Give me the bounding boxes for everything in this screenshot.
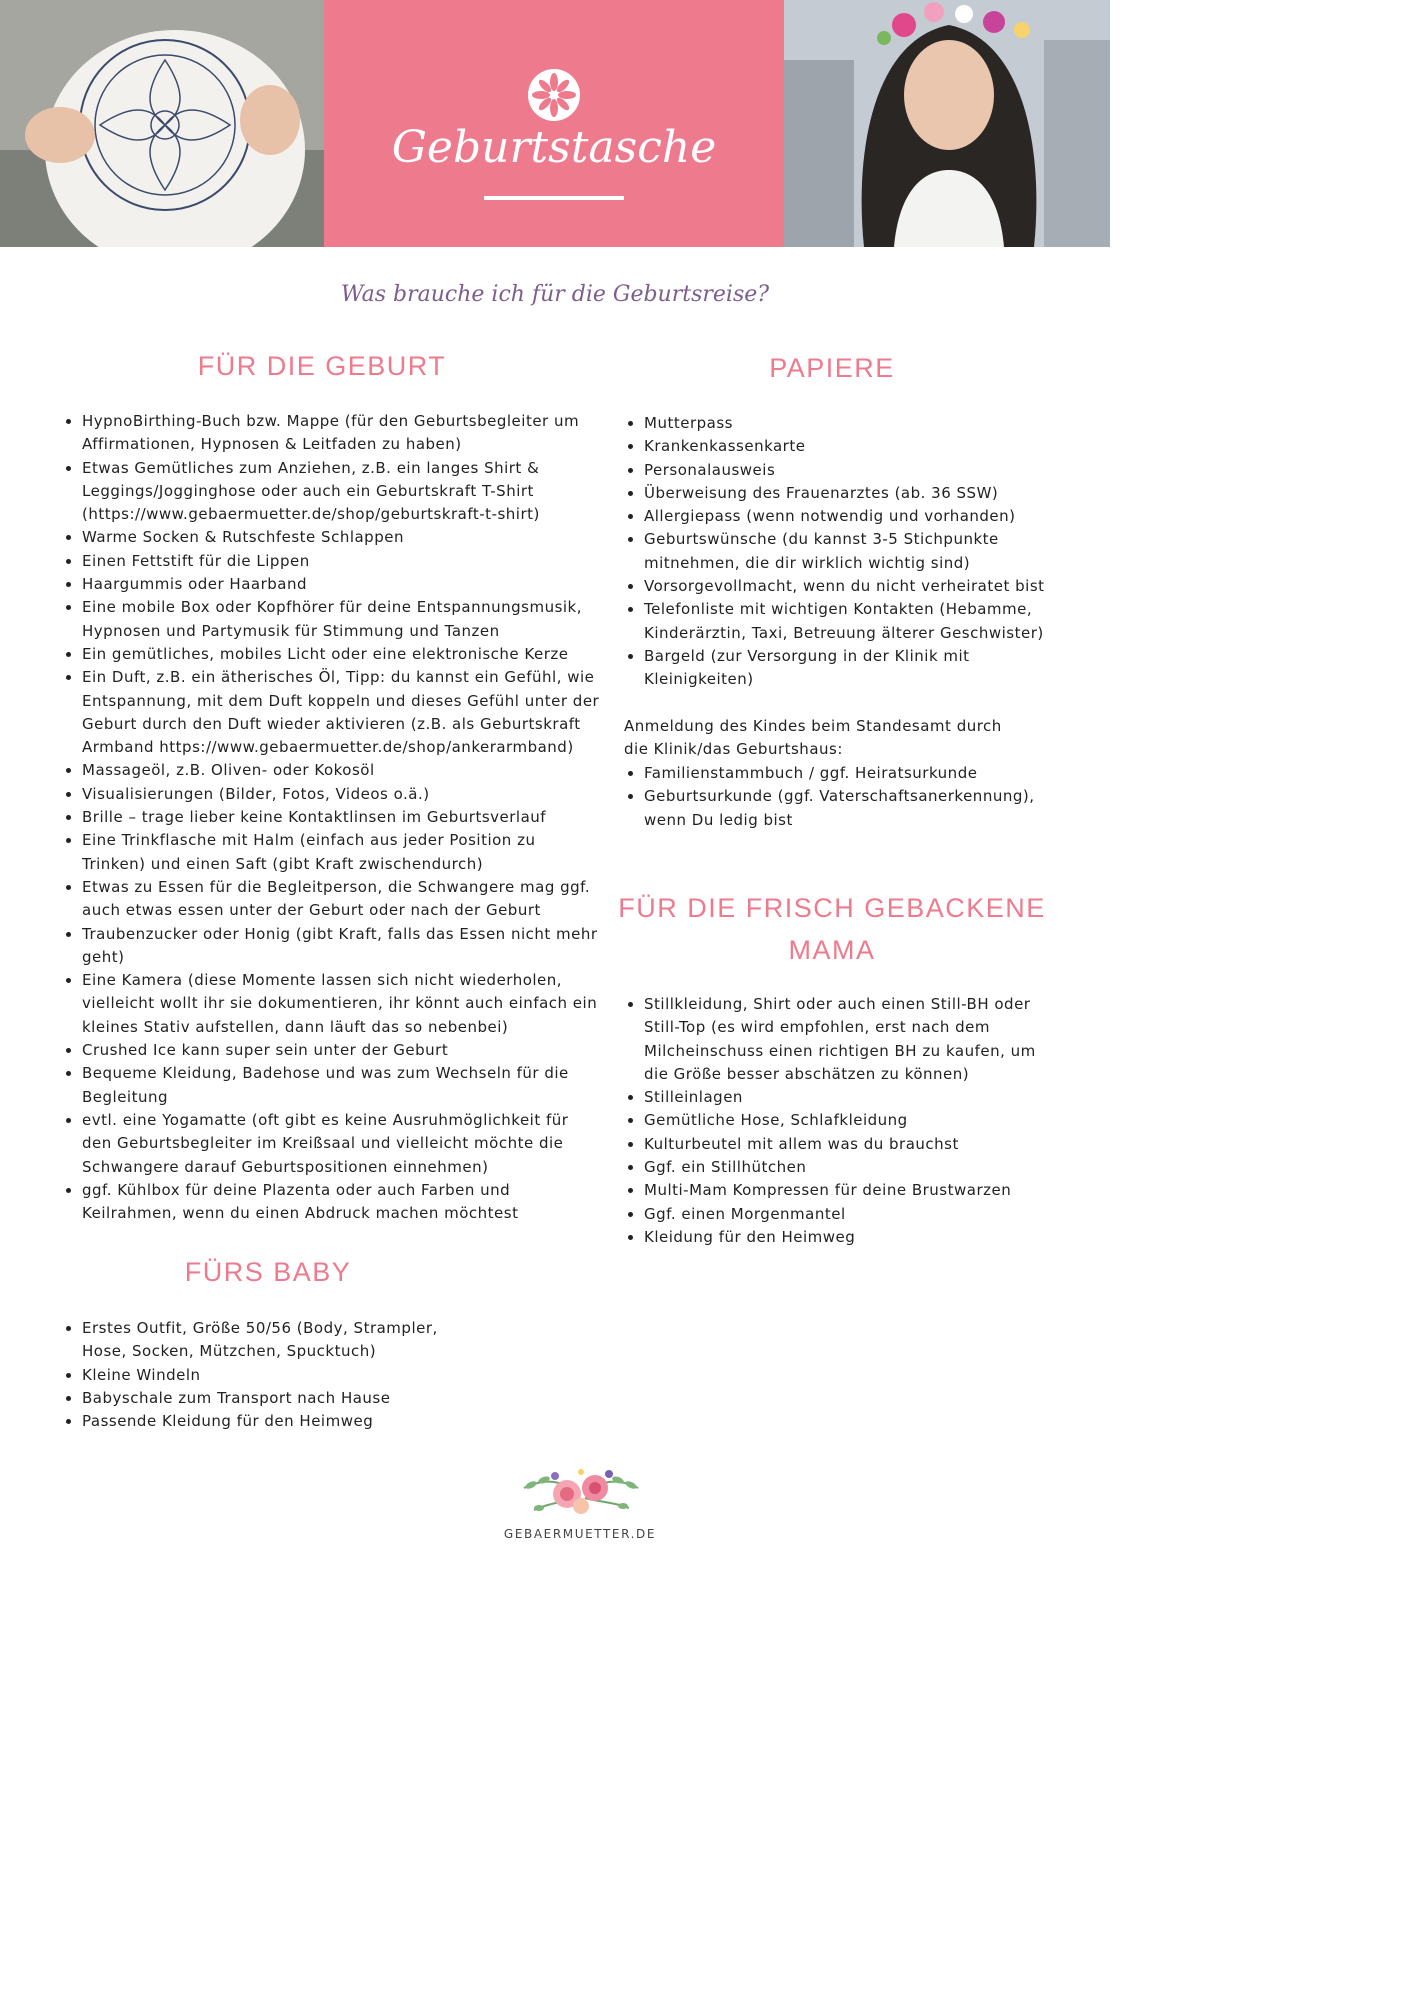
list-item: • Eine mobile Box oder Kopfhörer für deine Entspannungsmusik, Hypnosen und Partymusik für Stimmung und Tanzen [82,596,602,643]
list-item: • Bequeme Kleidung, Badehose und was zum Wechseln für die Begleitung [82,1062,602,1109]
list-item: • Ggf. einen Morgenmantel [644,1203,1060,1226]
header-photo-left [0,0,324,247]
heading-fuers-baby: FÜRS BABY [184,1257,352,1287]
list-item: • Einen Fettstift für die Lippen [82,550,602,573]
list-item: • Eine Trinkflasche mit Halm (einfach aus jeder Position zu Trinken) und einen Saft (gibt Kraft zwischendurch) [82,829,602,876]
woman-flower-crown-photo-icon [784,0,1110,247]
list-item: • Ein gemütliches, mobiles Licht oder eine elektronische Kerze [82,643,602,666]
heading-line-1: FÜR DIE FRISCH GEBACKENE [618,893,1046,923]
list-item: • Stilleinlagen [644,1086,1060,1109]
list-item: • Ggf. ein Stillhütchen [644,1156,1060,1179]
header [0,0,1110,247]
pregnant-belly-photo-icon [0,0,324,247]
list-item: • Vorsorgevollmacht, wenn du nicht verheiratet bist [644,575,1056,598]
list-item: • ggf. Kühlbox für deine Plazenta oder auch Farben und Keilrahmen, wenn du einen Abdruck machen möchtest [82,1179,602,1226]
lotus-logo-icon [527,68,581,122]
list-item: • Warme Socken & Rutschfeste Schlappen [82,526,602,549]
list-item: • Brille – trage lieber keine Kontaktlinsen im Geburtsverlauf [82,806,602,829]
list-item: • Passende Kleidung für den Heimweg [82,1410,474,1433]
list-item: • Massageöl, z.B. Oliven- oder Kokosöl [82,759,602,782]
list-standesamt [624,762,1044,832]
list-item: • Crushed Ice kann super sein unter der Geburt [82,1039,602,1062]
list-item: • Bargeld (zur Versorgung in der Klinik mit Kleinigkeiten) [644,645,1056,692]
list-papiere [624,412,1056,692]
list-frisch-gebackene-mama [624,993,1060,1249]
list-item: • Krankenkassenkarte [644,435,1056,458]
list-item: • evtl. eine Yogamatte (oft gibt es keine Ausruhmöglichkeit für den Geburtsbegleiter im Kreißsaal und vielleicht möchte die Schwangere darauf Geburtspositionen einnehmen) [82,1109,602,1179]
heading-line-2: MAMA [788,935,876,965]
list-item: • Geburtsurkunde (ggf. Vaterschaftsanerkennung), wenn Du ledig bist [644,785,1044,832]
title-banner [324,0,784,247]
list-fuers-baby [62,1317,474,1433]
list-item: • Etwas zu Essen für die Begleitperson, die Schwangere mag ggf. auch etwas essen unter der Geburt oder nach der Geburt [82,876,602,923]
list-item: • Kulturbeutel mit allem was du brauchst [644,1133,1060,1156]
list-item: • Überweisung des Frauenarztes (ab. 36 SSW) [644,482,1056,505]
list-item: • Erstes Outfit, Größe 50/56 (Body, Strampler, Hose, Socken, Mützchen, Spucktuch) [82,1317,474,1364]
title-underline [484,196,624,200]
standesamt-note: Anmeldung des Kindes beim Standesamt durch die Klinik/das Geburtshaus: [624,717,1002,759]
list-item: • Kleidung für den Heimweg [644,1226,1060,1249]
list-item: • Ein Duft, z.B. ein ätherisches Öl, Tipp: du kannst ein Gefühl, wie Entspannung, mit dem Duft koppeln und dieses Gefühl unter der Geburt durch den Duft wieder aktivieren (z.B. als Geburtskraft Armband https://www.gebaermuetter.de/shop/ankerarmband) [82,666,602,759]
list-item: • Visualisierungen (Bilder, Fotos, Videos o.ä.) [82,783,602,806]
page-subtitle: Was brauche ich für die Geburtsreise? [340,282,770,307]
list-item: • Gemütliche Hose, Schlafkleidung [644,1109,1060,1132]
list-item: • Stillkleidung, Shirt oder auch einen Still-BH oder Still-Top (es wird empfohlen, erst nach dem Milcheinschuss einen richtigen BH zu kaufen, um die Größe besser abschätzen zu können) [644,993,1060,1086]
list-item: • Multi-Mam Kompressen für deine Brustwarzen [644,1179,1060,1202]
list-item: • Allergiepass (wenn notwendig und vorhanden) [644,505,1056,528]
list-item: • Personalausweis [644,459,1056,482]
list-item: • Babyschale zum Transport nach Hause [82,1387,474,1410]
list-item: • Haargummis oder Haarband [82,573,602,596]
list-item: • Mutterpass [644,412,1056,435]
list-item: • Telefonliste mit wichtigen Kontakten (Hebamme, Kinderärztin, Taxi, Betreuung älterer Geschwister) [644,598,1056,645]
list-item: • Etwas Gemütliches zum Anziehen, z.B. ein langes Shirt & Leggings/Jogginghose oder auch ein Geburtskraft T-Shirt (https://www.gebaermuetter.de/shop/geburtskraft-t-shirt) [82,457,602,527]
list-item: • Traubenzucker oder Honig (gibt Kraft, falls das Essen nicht mehr geht) [82,923,602,970]
list-fuer-die-geburt [62,410,602,1225]
list-item: • Eine Kamera (diese Momente lassen sich nicht wiederholen, vielleicht wollt ihr sie dokumentieren, ihr könnt auch einfach ein kleines Stativ aufstellen, dann läuft das so nebenbei) [82,969,602,1039]
list-item: • HypnoBirthing-Buch bzw. Mappe (für den Geburtsbegleiter um Affirmationen, Hypnosen & Leitfaden zu haben) [82,410,602,457]
heading-fuer-die-geburt: FÜR DIE GEBURT [197,351,447,381]
list-item: • Kleine Windeln [82,1364,474,1387]
list-item: • Geburtswünsche (du kannst 3-5 Stichpunkte mitnehmen, die dir wirklich wichtig sind) [644,528,1056,575]
heading-frisch-gebackene-mama [612,887,1052,971]
heading-papiere: PAPIERE [769,353,895,383]
footer-brand: GEBAERMUETTER.DE [503,1527,657,1541]
list-item: • Familienstammbuch / ggf. Heiratsurkunde [644,762,1044,785]
header-photo-right [784,0,1110,247]
flower-logo-icon [519,1458,643,1524]
page-title: Geburtstasche [391,122,717,173]
